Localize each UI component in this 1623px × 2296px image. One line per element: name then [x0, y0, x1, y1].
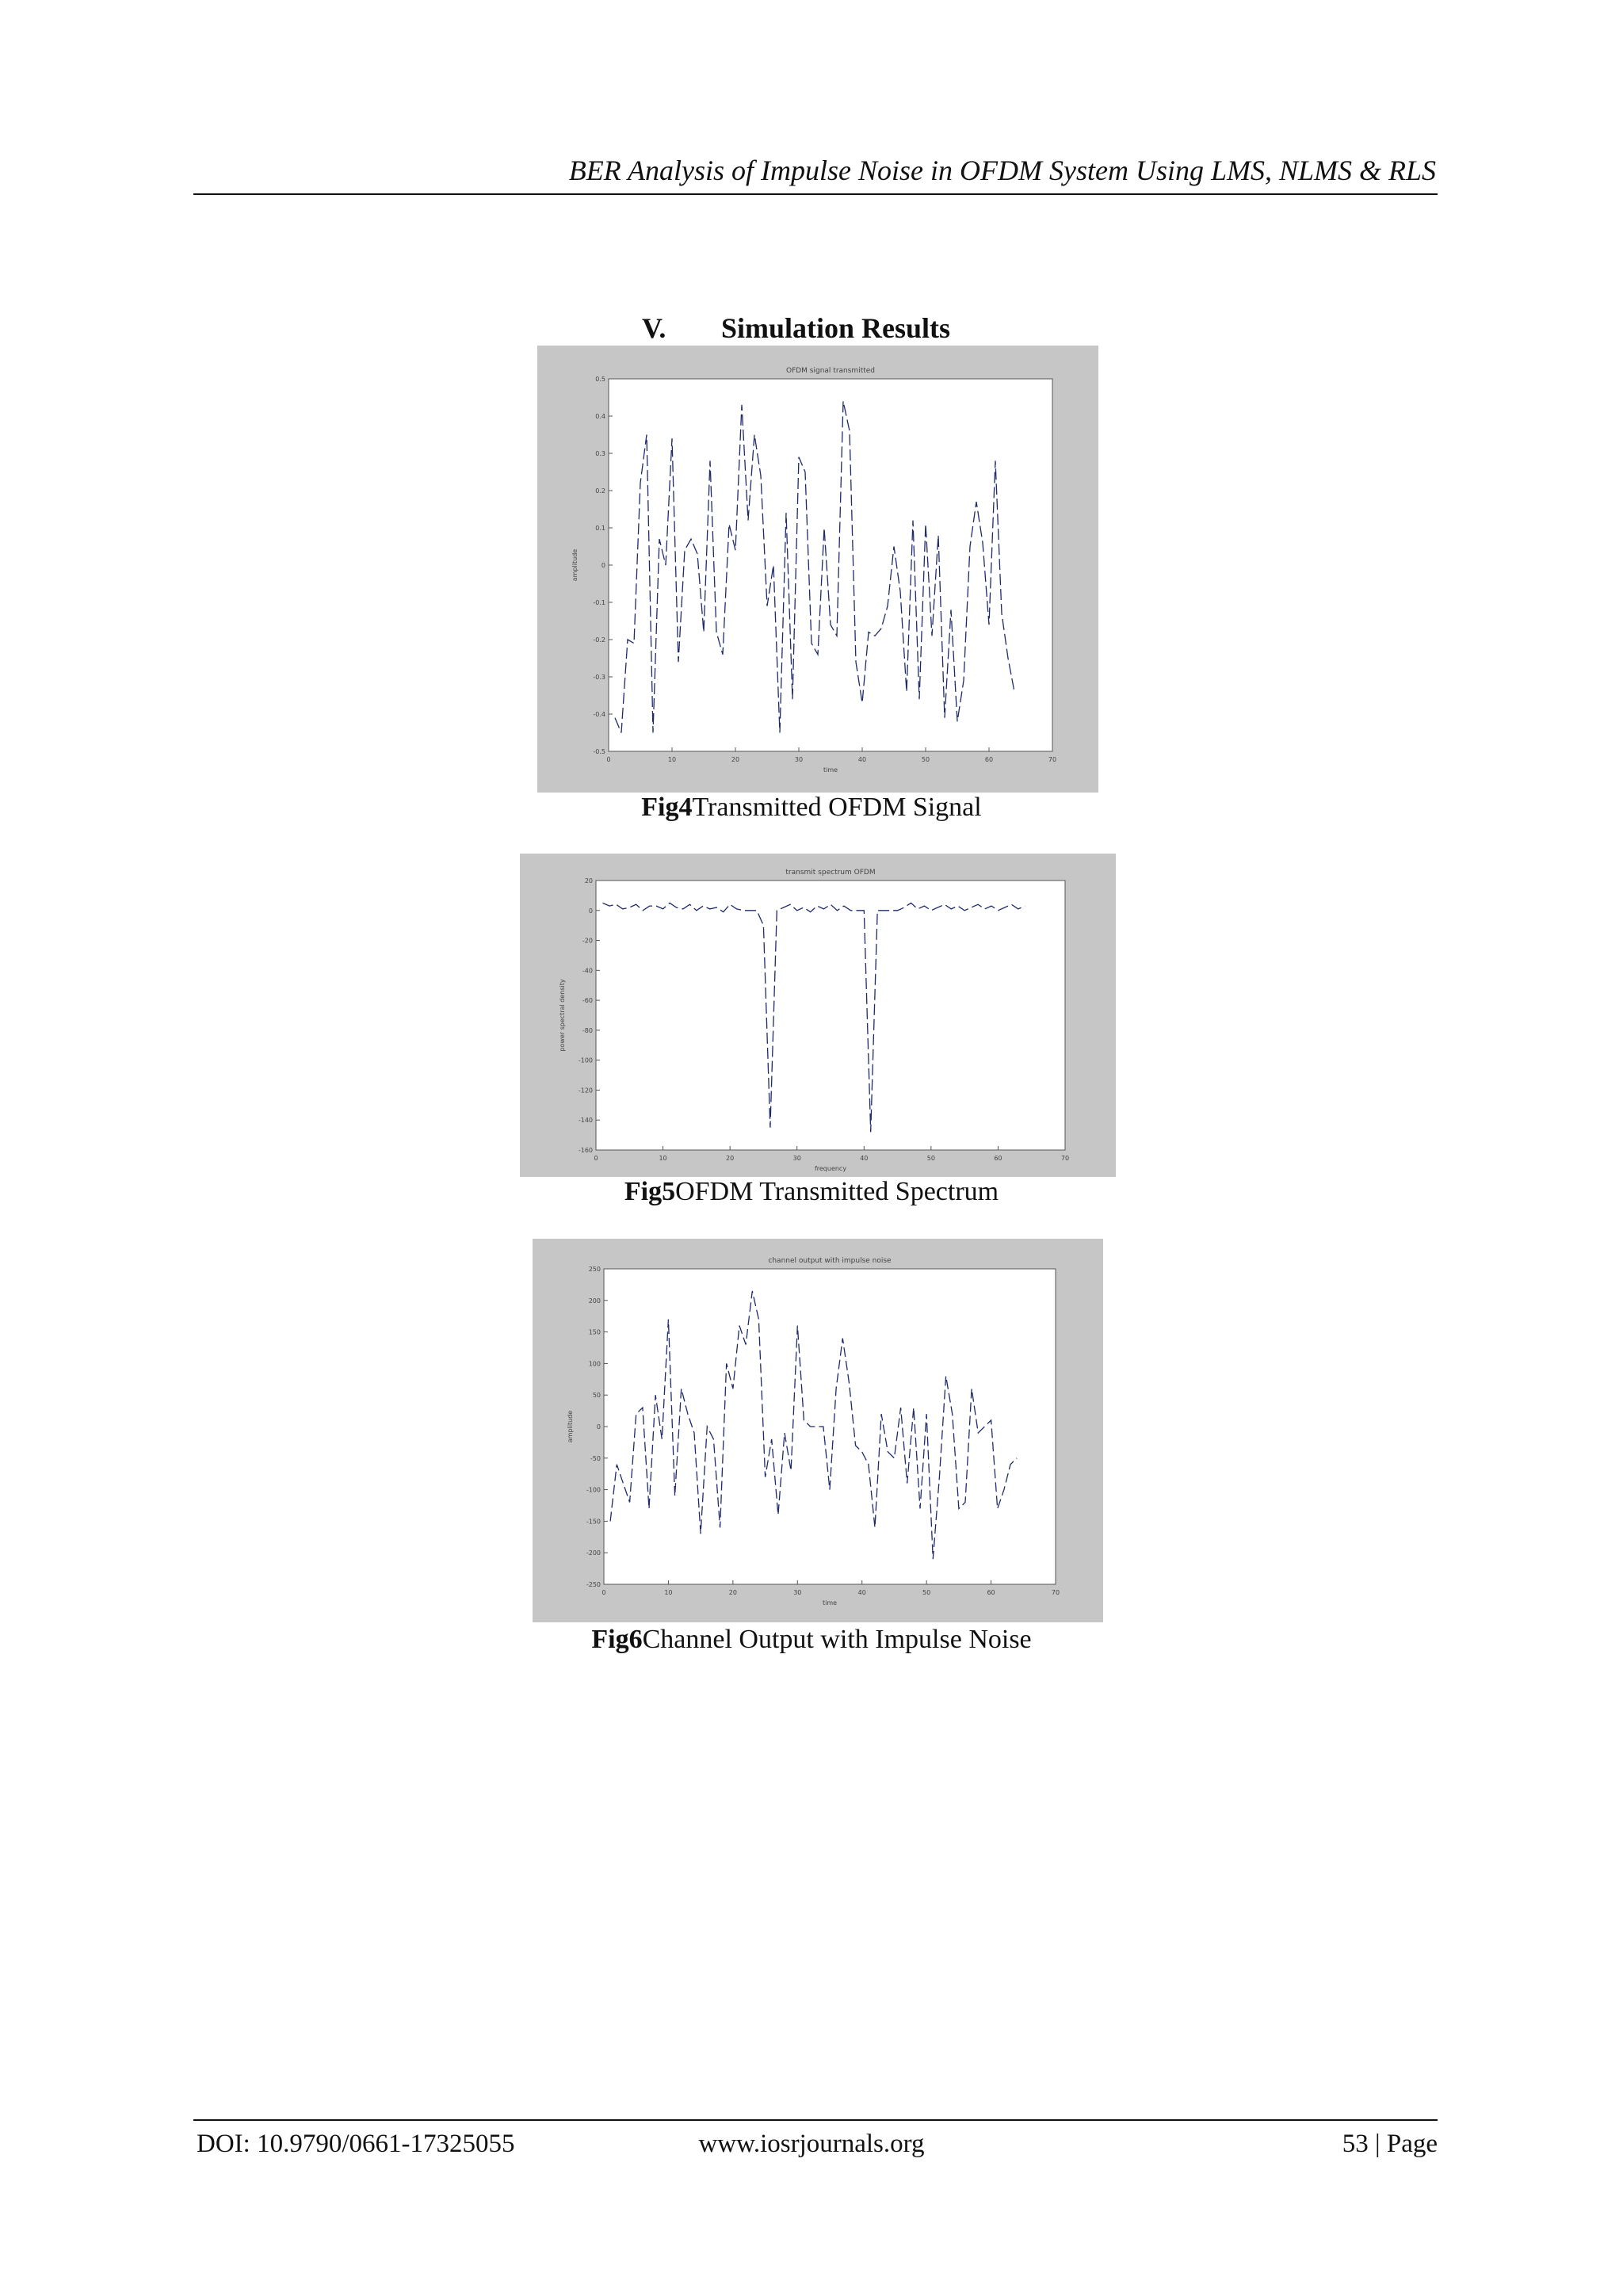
y-tick-label: -0.3 [593, 674, 605, 681]
y-tick-label: -100 [586, 1486, 601, 1494]
y-tick-label: 0.5 [595, 376, 605, 383]
figure-6-label: Fig6 [591, 1625, 643, 1654]
x-tick-label: 20 [728, 1589, 737, 1596]
x-tick-label: 50 [921, 756, 930, 763]
x-tick-label: 50 [926, 1155, 935, 1162]
y-tick-label: -60 [582, 997, 593, 1005]
figure-6-panel [533, 1239, 1103, 1622]
x-tick-label: 60 [994, 1155, 1002, 1162]
figure-5-caption-text: OFDM Transmitted Spectrum [675, 1177, 999, 1206]
footer-website: www.iosrjournals.org [698, 2130, 925, 2158]
y-tick-label: 0.2 [595, 487, 605, 495]
x-tick-label: 20 [731, 756, 740, 763]
y-tick-label: -150 [586, 1518, 601, 1526]
x-tick-label: 30 [793, 1589, 802, 1596]
figure-4-label: Fig4 [641, 793, 693, 822]
y-tick-label: 0.1 [595, 525, 605, 532]
y-tick-label: 150 [588, 1328, 601, 1336]
x-tick-label: 30 [794, 756, 804, 763]
y-axis-label: amplitude [567, 1410, 574, 1443]
x-axis-label: frequency [814, 1165, 847, 1172]
x-tick-label: 40 [857, 1589, 866, 1596]
footer-page-number: 53 | Page [1342, 2130, 1438, 2158]
y-tick-label: 200 [588, 1297, 601, 1305]
y-tick-label: -140 [578, 1117, 593, 1125]
section-heading [642, 311, 950, 346]
plot-area [596, 881, 1065, 1150]
x-tick-label: 10 [667, 756, 677, 763]
section-title: Simulation Results [721, 312, 951, 344]
y-axis-label: power spectral density [559, 979, 566, 1052]
chart-title: channel output with impulse noise [768, 1257, 892, 1265]
figure-5-caption [0, 1175, 1623, 1209]
y-tick-label: -80 [582, 1026, 593, 1034]
figure-4-caption [0, 791, 1623, 824]
figure-6-caption-text: Channel Output with Impulse Noise [642, 1625, 1032, 1654]
y-tick-label: 20 [584, 877, 593, 884]
chart-transmitted-ofdm-signal [537, 346, 1098, 793]
x-tick-label: 10 [664, 1589, 673, 1596]
y-tick-label: -0.2 [593, 636, 605, 644]
y-tick-label: 0.4 [595, 413, 605, 420]
y-tick-label: 0 [601, 562, 605, 569]
footer-doi: DOI: 10.9790/0661-17325055 [197, 2130, 515, 2158]
x-axis-label: time [823, 766, 838, 774]
chart-title: OFDM signal transmitted [785, 367, 876, 375]
figure-6-caption [0, 1623, 1623, 1656]
y-tick-label: 0.3 [595, 450, 605, 457]
x-tick-label: 0 [606, 756, 611, 763]
chart-ofdm-transmitted-spectrum [520, 854, 1116, 1177]
x-tick-label: 30 [792, 1155, 801, 1162]
x-tick-label: 60 [984, 756, 994, 763]
y-tick-label: -20 [582, 937, 593, 945]
y-tick-label: -120 [578, 1087, 593, 1095]
x-tick-label: 50 [922, 1589, 931, 1596]
x-tick-label: 70 [1060, 1155, 1070, 1162]
y-tick-label: 50 [592, 1392, 601, 1400]
header-rule [193, 193, 1438, 195]
x-axis-label: time [822, 1599, 838, 1606]
plot-area [604, 1269, 1056, 1584]
y-tick-label: -0.4 [593, 711, 605, 718]
y-tick-label: -40 [582, 967, 593, 975]
y-tick-label: -160 [578, 1147, 593, 1154]
figure-5-label: Fig5 [624, 1177, 676, 1206]
y-tick-label: 100 [588, 1360, 601, 1368]
x-tick-label: 70 [1048, 756, 1057, 763]
x-tick-label: 70 [1051, 1589, 1060, 1596]
y-axis-label: amplitude [571, 548, 579, 582]
x-tick-label: 60 [987, 1589, 995, 1596]
chart-channel-output-impulse-noise [533, 1239, 1103, 1622]
x-tick-label: 0 [594, 1155, 598, 1162]
x-tick-label: 40 [857, 756, 867, 763]
x-tick-label: 0 [601, 1589, 606, 1596]
y-tick-label: -0.1 [593, 599, 605, 606]
figure-4-caption-text: Transmitted OFDM Signal [692, 793, 982, 822]
figure-5-panel [520, 854, 1116, 1177]
x-tick-label: 10 [659, 1155, 667, 1162]
running-title: BER Analysis of Impulse Noise in OFDM System Using LMS, NLMS & RLS [568, 155, 1436, 186]
y-tick-label: 0 [596, 1423, 601, 1431]
plot-area [609, 379, 1052, 751]
y-tick-label: 0 [588, 907, 593, 915]
y-tick-label: -0.5 [593, 748, 605, 755]
y-tick-label: -200 [586, 1549, 601, 1557]
figure-4-panel [537, 346, 1098, 793]
footer-rule [193, 2119, 1438, 2121]
chart-title: transmit spectrum OFDM [785, 869, 876, 877]
y-tick-label: -100 [578, 1056, 593, 1064]
y-tick-label: 250 [588, 1266, 601, 1273]
x-tick-label: 40 [860, 1155, 869, 1162]
x-tick-label: 20 [726, 1155, 735, 1162]
y-tick-label: -50 [590, 1454, 601, 1462]
section-number: V. [642, 312, 666, 344]
y-tick-label: -250 [586, 1581, 601, 1588]
